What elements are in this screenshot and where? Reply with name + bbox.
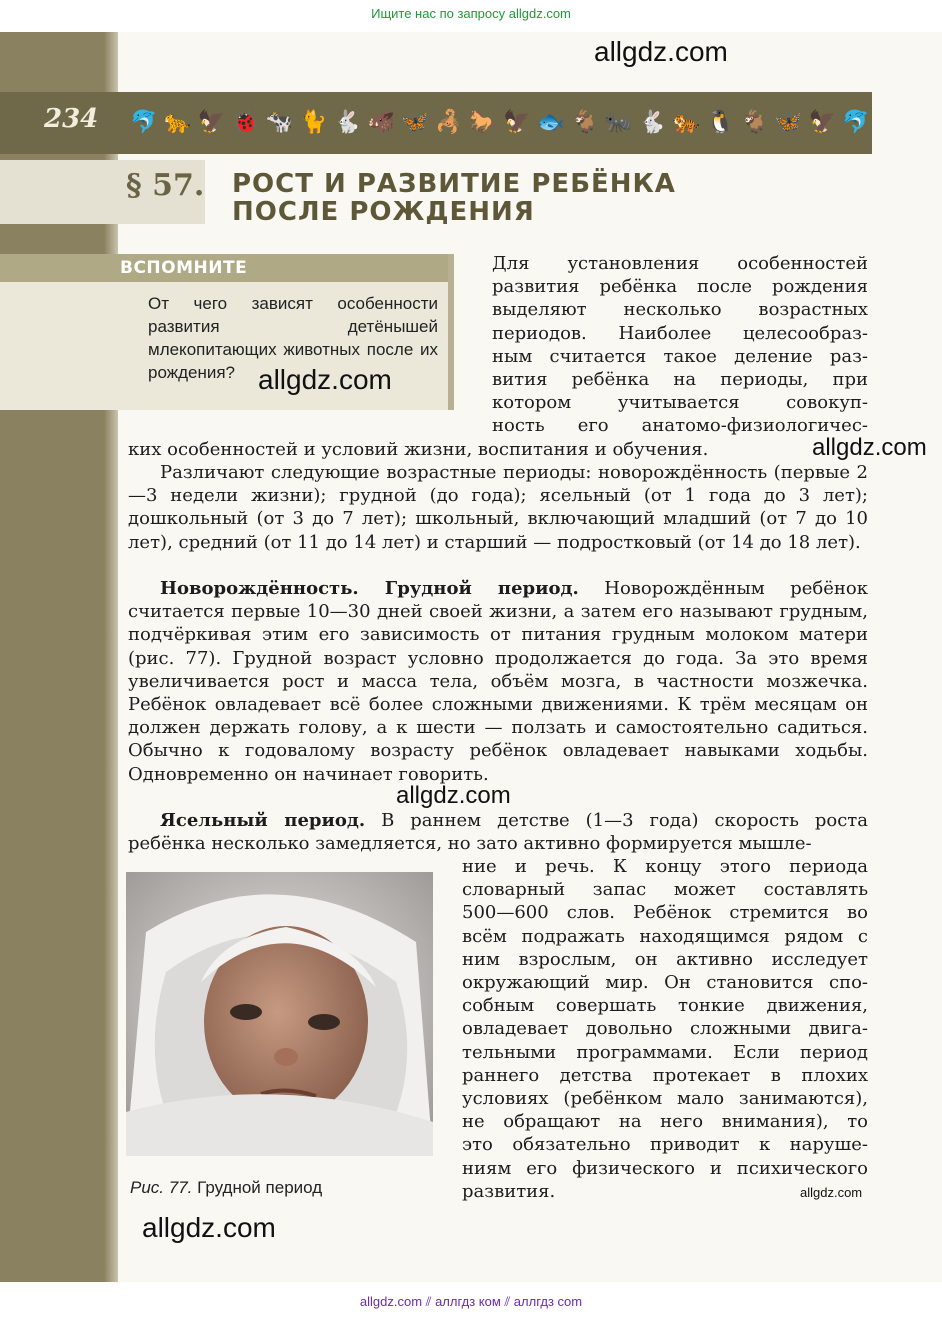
- animal-silhouette-icon: 🐅: [672, 110, 701, 135]
- text-line: словарный запас может составлять: [462, 879, 868, 901]
- text-line: ниям его физического и психического: [462, 1157, 868, 1179]
- animal-silhouette-icon: 🐐: [740, 110, 768, 135]
- text-line: это обязательно приводит к наруше-: [462, 1134, 868, 1156]
- text-line: ным считается такое деление раз-: [492, 345, 868, 367]
- animal-silhouette-icon: 🦋: [401, 110, 429, 135]
- animal-silhouette-icon: 🦋: [774, 110, 802, 135]
- text-line: Для установления особенностей: [492, 253, 868, 274]
- watermark: allgdz.com: [396, 782, 511, 809]
- text-line: окружающий мир. Он становится спо-: [462, 972, 868, 994]
- infancy-heading: Новорождённость. Грудной период.: [160, 578, 579, 599]
- paragraph-age-periods: Различают следующие возрастные периоды: новорождённость (первые 2—3 недели жизни); грудной (до года); ясельный (от 1 года до 3 лет); дошкольный (от 3 до 7 лет); школьный, включающий младший (от 7 до 10 лет), средний (от 11 до 14 лет) и старший — подростковый (от 14 до 18 лет).: [128, 462, 868, 553]
- animal-silhouette-icon: 🐞: [231, 110, 260, 135]
- section-number: § 57.: [126, 168, 205, 203]
- toddler-heading: Ясельный период.: [160, 810, 366, 831]
- text-line: развития ребёнка после рождения: [492, 276, 868, 298]
- figure-caption: [130, 1178, 322, 1198]
- animal-silhouette-icon: 🦅: [808, 110, 836, 135]
- text-line: выделяют несколько возрастных: [492, 299, 868, 321]
- page-number: 234: [44, 104, 99, 134]
- watermark: allgdz.com: [258, 364, 392, 395]
- animal-silhouette-icon: 🦂: [435, 110, 463, 135]
- animal-silhouette-icon: 🦅: [503, 110, 531, 135]
- paragraph-intro-end: ких особенностей и условий жизни, воспитания и обучения.: [128, 439, 709, 460]
- figure-number: Рис. 77.: [130, 1178, 193, 1197]
- text-line: условиях (ребёнком мало занимаются),: [462, 1088, 868, 1110]
- recall-heading: ВСПОМНИТЕ: [120, 258, 248, 278]
- figure-caption-text: Грудной период: [192, 1178, 323, 1197]
- section-title: [232, 170, 676, 226]
- animal-silhouette-icon: 🐇: [638, 110, 667, 135]
- recall-question: От чего зависят особенности развития детёнышей млекопитающих животных после их рождения?: [148, 294, 438, 382]
- text-line: овладевает довольно сложными двига-: [462, 1018, 868, 1040]
- paragraph-intro: [492, 252, 868, 438]
- text-line: ние и речь. К концу этого периода: [462, 856, 868, 877]
- animal-silhouette-icon: 🦅: [197, 110, 226, 135]
- text-line: вития ребёнка на периоды, при: [492, 369, 868, 391]
- animal-silhouette-icon: 🐆: [163, 110, 192, 135]
- watermark: allgdz.com: [142, 1212, 276, 1243]
- bottom-links[interactable]: allgdz.com ⫽ аллгдз ком ⫽ аллгдз com: [359, 1294, 583, 1309]
- paragraph-infancy: [128, 577, 868, 786]
- top-link[interactable]: Ищите нас по запросу allgdz.com: [371, 6, 571, 21]
- watermark: allgdz.com: [800, 1185, 863, 1200]
- text-line: ность его анатомо-физиологичес-: [492, 415, 868, 437]
- animal-silhouette-icon: 🐬: [842, 110, 870, 135]
- text-line: собным совершать тонкие движения,: [462, 995, 868, 1017]
- animal-silhouette-icon: 🐜: [604, 110, 633, 135]
- text-line: 500—600 слов. Ребёнок стремится во: [462, 902, 868, 924]
- text-line: всём подражать находящимся рядом с: [462, 925, 868, 947]
- section-title-line1: РОСТ И РАЗВИТИЕ РЕБЁНКА: [232, 169, 676, 199]
- animal-silhouette-icon: 🐎: [469, 110, 497, 135]
- watermark: allgdz.com: [812, 434, 927, 461]
- paragraph-toddler-end: развития.: [462, 1181, 556, 1202]
- text-line: раннего детства протекает в плохих: [462, 1064, 868, 1086]
- animal-silhouettes-strip: [130, 98, 870, 148]
- animal-silhouette-icon: 🐄: [265, 110, 294, 135]
- animal-silhouette-icon: 🐈: [299, 110, 328, 135]
- animal-silhouette-icon: 🐗: [367, 110, 395, 135]
- text-line: тельными программами. Если период: [462, 1041, 868, 1063]
- paragraph-toddler-continued: [462, 855, 868, 1180]
- animal-silhouette-icon: 🐬: [130, 110, 158, 135]
- animal-silhouette-icon: 🐇: [333, 110, 361, 135]
- animal-silhouette-icon: 🐧: [706, 110, 735, 135]
- infant-photo: [126, 872, 433, 1156]
- toddler-text: В раннем детстве (1—3 года) скорость роста ребёнка несколько замедляется, но зато активно формируется мышле-: [128, 810, 868, 855]
- infancy-text: Новорождённым ребёнок считается первые 10—30 дней своей жизни, а затем его называют грудным, подчёркивая этим его зависимость от питания грудным молоком матери (рис. 77). Грудной возраст условно продолжается до года. За это время увеличивается рост и масса тела, объём мозга, в частности мозжечка. Ребёнок овладевает всё более сложными движениями. К трём месяцам он должен держать голову, а к шести — ползать и самостоятельно садиться. Обычно к годовалому возрасту ребёнок овладевает навыками ходьбы. Одновременно он начинает говорить.: [128, 578, 869, 785]
- paragraph-toddler: [128, 809, 868, 855]
- animal-silhouette-icon: 🐐: [570, 110, 599, 135]
- text-line: периодов. Наиболее целесообраз-: [492, 322, 868, 344]
- text-line: котором учитывается совокуп-: [492, 392, 868, 414]
- watermark: allgdz.com: [594, 36, 728, 67]
- infant-photo-image: [126, 872, 433, 1156]
- text-line: ним взрослым, он активно исследует: [462, 948, 868, 970]
- text-line: не обращают на него внимания), то: [462, 1111, 868, 1133]
- section-title-line2: ПОСЛЕ РОЖДЕНИЯ: [232, 197, 535, 227]
- animal-silhouette-icon: 🐟: [537, 110, 565, 135]
